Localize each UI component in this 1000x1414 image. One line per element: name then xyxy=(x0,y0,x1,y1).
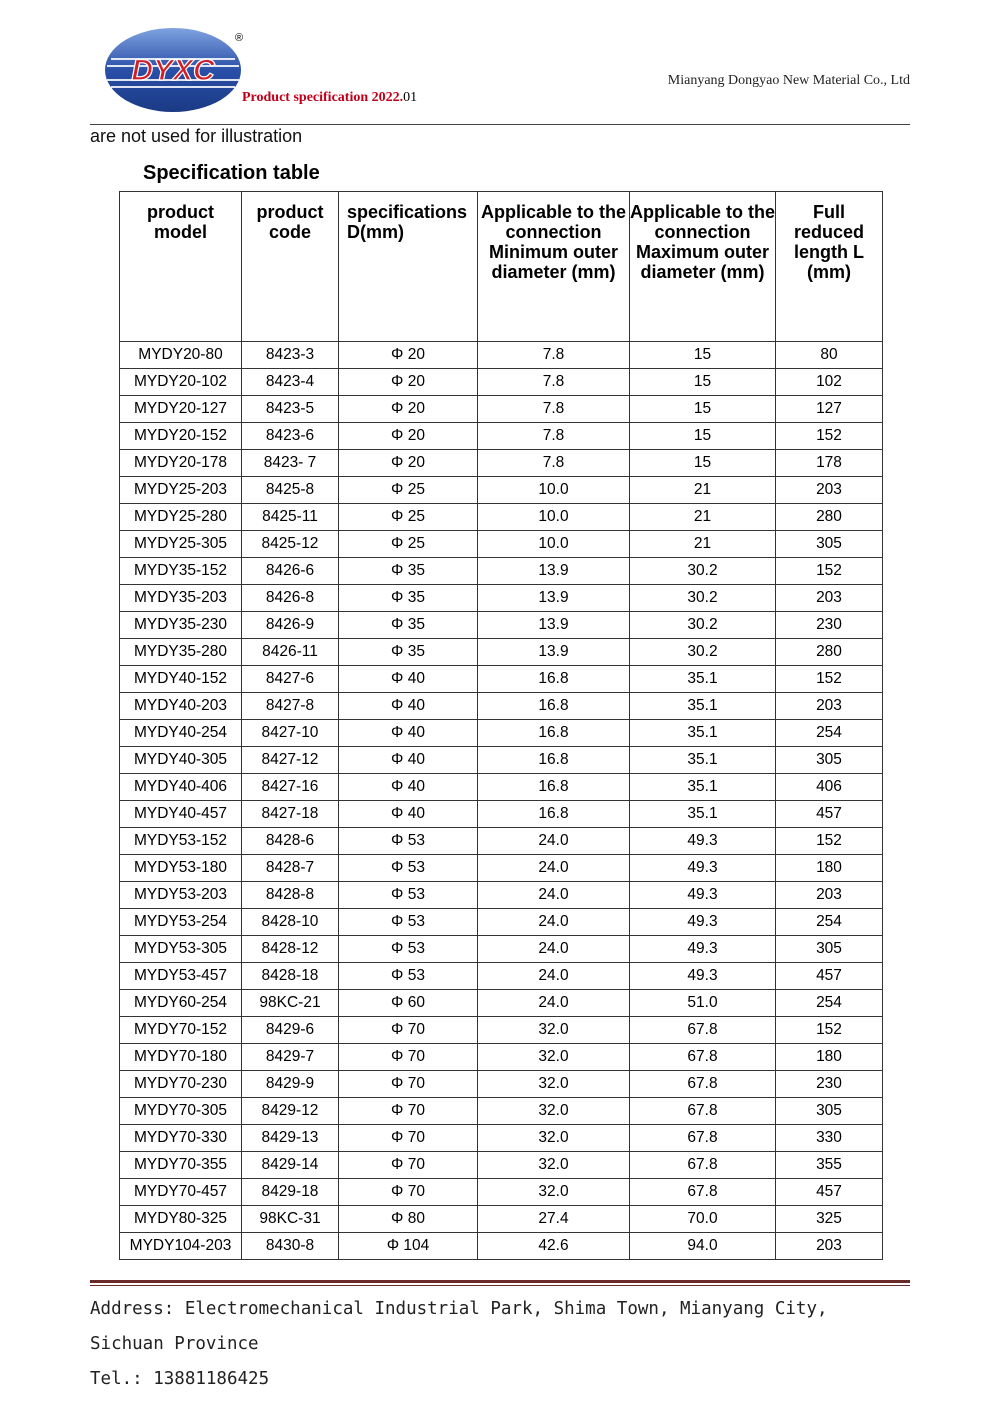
cell-min-diameter: 32.0 xyxy=(478,1098,630,1125)
table-row xyxy=(120,1017,883,1044)
spec-version xyxy=(242,90,417,106)
cell-min-diameter: 24.0 xyxy=(478,963,630,990)
cell-spec: Φ 53 xyxy=(339,963,478,990)
cell-length: 152 xyxy=(776,1017,883,1044)
cell-length: 80 xyxy=(776,342,883,369)
cell-length: 406 xyxy=(776,774,883,801)
cell-model: MYDY53-152 xyxy=(120,828,242,855)
cell-model: MYDY53-254 xyxy=(120,909,242,936)
table-row xyxy=(120,855,883,882)
cell-min-diameter: 13.9 xyxy=(478,585,630,612)
cell-model: MYDY20-127 xyxy=(120,396,242,423)
cell-spec: Φ 25 xyxy=(339,504,478,531)
cell-code: 8429-7 xyxy=(242,1044,339,1071)
cell-max-diameter: 30.2 xyxy=(630,585,776,612)
table-row xyxy=(120,639,883,666)
cell-min-diameter: 7.8 xyxy=(478,342,630,369)
cell-length: 203 xyxy=(776,477,883,504)
table-row xyxy=(120,963,883,990)
cell-max-diameter: 30.2 xyxy=(630,612,776,639)
spec-month: 01 xyxy=(403,90,418,105)
cell-min-diameter: 32.0 xyxy=(478,1179,630,1206)
cell-max-diameter: 35.1 xyxy=(630,774,776,801)
cell-spec: Φ 104 xyxy=(339,1233,478,1260)
cell-code: 8426-9 xyxy=(242,612,339,639)
cell-code: 8427-8 xyxy=(242,693,339,720)
cell-max-diameter: 21 xyxy=(630,531,776,558)
table-row xyxy=(120,666,883,693)
cell-length: 254 xyxy=(776,909,883,936)
cell-min-diameter: 24.0 xyxy=(478,936,630,963)
cell-code: 8429-13 xyxy=(242,1125,339,1152)
cell-model: MYDY40-152 xyxy=(120,666,242,693)
cell-code: 8428-10 xyxy=(242,909,339,936)
cell-code: 8428-12 xyxy=(242,936,339,963)
cell-max-diameter: 67.8 xyxy=(630,1044,776,1071)
cell-model: MYDY40-203 xyxy=(120,693,242,720)
cell-max-diameter: 15 xyxy=(630,450,776,477)
footer-address: Address: Electromechanical Industrial Park, Shima Town, Mianyang City, Sichuan Province xyxy=(90,1299,828,1354)
cell-max-diameter: 35.1 xyxy=(630,693,776,720)
header-max-diameter: Applicable to the connection Maximum outer diameter (mm) xyxy=(630,192,776,342)
cell-spec: Φ 40 xyxy=(339,720,478,747)
cell-model: MYDY20-178 xyxy=(120,450,242,477)
cell-code: 8425-8 xyxy=(242,477,339,504)
table-row xyxy=(120,882,883,909)
cell-model: MYDY70-152 xyxy=(120,1017,242,1044)
header-min-diameter: Applicable to the connection Minimum outer diameter (mm) xyxy=(478,192,630,342)
header-product-model: product model xyxy=(120,192,242,342)
cell-spec: Φ 60 xyxy=(339,990,478,1017)
cell-min-diameter: 7.8 xyxy=(478,396,630,423)
cell-max-diameter: 49.3 xyxy=(630,828,776,855)
table-row xyxy=(120,585,883,612)
cell-code: 8427-18 xyxy=(242,801,339,828)
table-row xyxy=(120,504,883,531)
cell-code: 8426-6 xyxy=(242,558,339,585)
table-row xyxy=(120,1044,883,1071)
cell-length: 203 xyxy=(776,882,883,909)
cell-code: 8428-18 xyxy=(242,963,339,990)
cell-spec: Φ 35 xyxy=(339,585,478,612)
cell-length: 180 xyxy=(776,855,883,882)
cell-code: 8428-8 xyxy=(242,882,339,909)
cell-code: 8430-8 xyxy=(242,1233,339,1260)
footer-divider-thin xyxy=(90,1285,910,1286)
cell-max-diameter: 67.8 xyxy=(630,1125,776,1152)
table-row xyxy=(120,531,883,558)
cell-min-diameter: 16.8 xyxy=(478,720,630,747)
table-row xyxy=(120,936,883,963)
cell-code: 8429-14 xyxy=(242,1152,339,1179)
cell-length: 325 xyxy=(776,1206,883,1233)
cell-max-diameter: 70.0 xyxy=(630,1206,776,1233)
cell-length: 203 xyxy=(776,585,883,612)
cell-model: MYDY53-203 xyxy=(120,882,242,909)
cell-max-diameter: 51.0 xyxy=(630,990,776,1017)
company-name: Mianyang Dongyao New Material Co., Ltd xyxy=(667,73,910,88)
cell-model: MYDY20-152 xyxy=(120,423,242,450)
table-row xyxy=(120,1179,883,1206)
cell-code: 8423-5 xyxy=(242,396,339,423)
cell-length: 305 xyxy=(776,747,883,774)
cell-code: 8428-7 xyxy=(242,855,339,882)
cell-min-diameter: 10.0 xyxy=(478,504,630,531)
cell-max-diameter: 15 xyxy=(630,342,776,369)
cell-model: MYDY35-280 xyxy=(120,639,242,666)
cell-min-diameter: 32.0 xyxy=(478,1017,630,1044)
cell-max-diameter: 49.3 xyxy=(630,855,776,882)
cell-model: MYDY70-230 xyxy=(120,1071,242,1098)
table-row xyxy=(120,423,883,450)
cell-spec: Φ 20 xyxy=(339,450,478,477)
cell-length: 305 xyxy=(776,1098,883,1125)
cell-model: MYDY70-330 xyxy=(120,1125,242,1152)
cell-max-diameter: 30.2 xyxy=(630,639,776,666)
cell-model: MYDY40-305 xyxy=(120,747,242,774)
cell-max-diameter: 67.8 xyxy=(630,1017,776,1044)
cell-length: 203 xyxy=(776,1233,883,1260)
cell-spec: Φ 80 xyxy=(339,1206,478,1233)
cell-min-diameter: 7.8 xyxy=(478,450,630,477)
cell-spec: Φ 53 xyxy=(339,936,478,963)
cell-code: 8423-4 xyxy=(242,369,339,396)
cell-min-diameter: 32.0 xyxy=(478,1125,630,1152)
cell-spec: Φ 70 xyxy=(339,1098,478,1125)
table-row xyxy=(120,1233,883,1260)
cell-length: 152 xyxy=(776,423,883,450)
cell-code: 8425-12 xyxy=(242,531,339,558)
cell-code: 98KC-21 xyxy=(242,990,339,1017)
cell-model: MYDY40-457 xyxy=(120,801,242,828)
cell-model: MYDY20-80 xyxy=(120,342,242,369)
registered-mark: ® xyxy=(235,32,244,44)
cell-spec: Φ 35 xyxy=(339,558,478,585)
cell-spec: Φ 25 xyxy=(339,531,478,558)
cell-code: 8427-16 xyxy=(242,774,339,801)
table-row xyxy=(120,1125,883,1152)
cell-spec: Φ 70 xyxy=(339,1071,478,1098)
cell-max-diameter: 21 xyxy=(630,504,776,531)
cell-length: 305 xyxy=(776,936,883,963)
cell-min-diameter: 24.0 xyxy=(478,855,630,882)
cell-max-diameter: 67.8 xyxy=(630,1071,776,1098)
footer-divider xyxy=(90,1280,910,1283)
cell-min-diameter: 27.4 xyxy=(478,1206,630,1233)
cell-max-diameter: 21 xyxy=(630,477,776,504)
cell-length: 152 xyxy=(776,666,883,693)
cell-model: MYDY35-203 xyxy=(120,585,242,612)
cell-max-diameter: 49.3 xyxy=(630,909,776,936)
cell-length: 305 xyxy=(776,531,883,558)
cell-max-diameter: 67.8 xyxy=(630,1098,776,1125)
cell-model: MYDY40-406 xyxy=(120,774,242,801)
table-row xyxy=(120,1071,883,1098)
cell-max-diameter: 30.2 xyxy=(630,558,776,585)
table-row xyxy=(120,801,883,828)
cell-length: 254 xyxy=(776,720,883,747)
cell-length: 280 xyxy=(776,639,883,666)
logo-text: DYXC xyxy=(131,54,215,87)
cell-model: MYDY25-305 xyxy=(120,531,242,558)
cell-min-diameter: 32.0 xyxy=(478,1044,630,1071)
cell-min-diameter: 24.0 xyxy=(478,909,630,936)
cell-min-diameter: 16.8 xyxy=(478,801,630,828)
cell-length: 178 xyxy=(776,450,883,477)
table-row xyxy=(120,1152,883,1179)
cell-code: 8428-6 xyxy=(242,828,339,855)
table-row xyxy=(120,396,883,423)
cell-spec: Φ 35 xyxy=(339,639,478,666)
cell-length: 152 xyxy=(776,558,883,585)
cell-spec: Φ 40 xyxy=(339,774,478,801)
cell-model: MYDY70-180 xyxy=(120,1044,242,1071)
table-row xyxy=(120,909,883,936)
cell-max-diameter: 35.1 xyxy=(630,666,776,693)
cell-min-diameter: 7.8 xyxy=(478,369,630,396)
cell-min-diameter: 24.0 xyxy=(478,882,630,909)
cell-length: 280 xyxy=(776,504,883,531)
cell-spec: Φ 35 xyxy=(339,612,478,639)
table-row xyxy=(120,450,883,477)
cell-spec: Φ 40 xyxy=(339,801,478,828)
cell-spec: Φ 40 xyxy=(339,693,478,720)
cell-model: MYDY70-457 xyxy=(120,1179,242,1206)
cell-model: MYDY35-152 xyxy=(120,558,242,585)
cell-spec: Φ 70 xyxy=(339,1152,478,1179)
table-row xyxy=(120,720,883,747)
cell-spec: Φ 20 xyxy=(339,369,478,396)
cell-spec: Φ 53 xyxy=(339,828,478,855)
company-logo xyxy=(103,25,248,115)
cell-model: MYDY70-355 xyxy=(120,1152,242,1179)
table-row xyxy=(120,1098,883,1125)
table-row xyxy=(120,774,883,801)
cell-spec: Φ 53 xyxy=(339,882,478,909)
cell-code: 8429-6 xyxy=(242,1017,339,1044)
cell-max-diameter: 35.1 xyxy=(630,747,776,774)
cell-length: 457 xyxy=(776,1179,883,1206)
cell-spec: Φ 53 xyxy=(339,855,478,882)
header-product-code: product code xyxy=(242,192,339,342)
table-row xyxy=(120,369,883,396)
table-row xyxy=(120,1206,883,1233)
table-row xyxy=(120,693,883,720)
cell-max-diameter: 49.3 xyxy=(630,963,776,990)
spec-year: 2022. xyxy=(371,90,404,105)
cell-min-diameter: 10.0 xyxy=(478,531,630,558)
table-title: Specification table xyxy=(143,162,320,184)
cell-model: MYDY104-203 xyxy=(120,1233,242,1260)
cell-length: 102 xyxy=(776,369,883,396)
cell-model: MYDY25-203 xyxy=(120,477,242,504)
cell-length: 152 xyxy=(776,828,883,855)
table-row xyxy=(120,828,883,855)
cell-max-diameter: 67.8 xyxy=(630,1152,776,1179)
cell-min-diameter: 10.0 xyxy=(478,477,630,504)
cell-min-diameter: 16.8 xyxy=(478,747,630,774)
header-divider xyxy=(90,124,910,125)
cell-code: 8423- 7 xyxy=(242,450,339,477)
table-row xyxy=(120,990,883,1017)
cell-length: 203 xyxy=(776,693,883,720)
cell-min-diameter: 24.0 xyxy=(478,828,630,855)
footer-tel: Tel.: 13881186425 xyxy=(90,1369,270,1389)
header-length: Full reduced length L (mm) xyxy=(776,192,883,342)
table-body xyxy=(120,342,883,1260)
cell-code: 8425-11 xyxy=(242,504,339,531)
cell-spec: Φ 70 xyxy=(339,1125,478,1152)
cell-min-diameter: 24.0 xyxy=(478,990,630,1017)
cell-model: MYDY70-305 xyxy=(120,1098,242,1125)
cell-min-diameter: 32.0 xyxy=(478,1152,630,1179)
cell-min-diameter: 16.8 xyxy=(478,666,630,693)
cell-spec: Φ 20 xyxy=(339,342,478,369)
cell-max-diameter: 94.0 xyxy=(630,1233,776,1260)
cell-min-diameter: 13.9 xyxy=(478,558,630,585)
cell-max-diameter: 49.3 xyxy=(630,882,776,909)
cell-code: 8427-6 xyxy=(242,666,339,693)
cell-min-diameter: 13.9 xyxy=(478,639,630,666)
cell-model: MYDY35-230 xyxy=(120,612,242,639)
table-row xyxy=(120,342,883,369)
cell-model: MYDY25-280 xyxy=(120,504,242,531)
cell-length: 457 xyxy=(776,801,883,828)
cell-spec: Φ 20 xyxy=(339,396,478,423)
cell-model: MYDY53-457 xyxy=(120,963,242,990)
table-row xyxy=(120,477,883,504)
cell-min-diameter: 42.6 xyxy=(478,1233,630,1260)
cell-min-diameter: 7.8 xyxy=(478,423,630,450)
cell-code: 8429-18 xyxy=(242,1179,339,1206)
cell-spec: Φ 70 xyxy=(339,1179,478,1206)
cell-min-diameter: 13.9 xyxy=(478,612,630,639)
cell-length: 180 xyxy=(776,1044,883,1071)
cell-max-diameter: 67.8 xyxy=(630,1179,776,1206)
cell-min-diameter: 16.8 xyxy=(478,774,630,801)
cell-spec: Φ 70 xyxy=(339,1017,478,1044)
table-row xyxy=(120,747,883,774)
cell-spec: Φ 53 xyxy=(339,909,478,936)
cell-length: 230 xyxy=(776,1071,883,1098)
cell-code: 98KC-31 xyxy=(242,1206,339,1233)
cell-model: MYDY53-305 xyxy=(120,936,242,963)
specification-table xyxy=(119,191,883,1260)
cell-spec: Φ 70 xyxy=(339,1044,478,1071)
cell-code: 8429-12 xyxy=(242,1098,339,1125)
cell-length: 457 xyxy=(776,963,883,990)
cell-length: 127 xyxy=(776,396,883,423)
spec-label: Product specification xyxy=(242,90,372,105)
intro-text: are not used for illustration xyxy=(90,126,303,146)
cell-spec: Φ 25 xyxy=(339,477,478,504)
cell-code: 8426-8 xyxy=(242,585,339,612)
header-specifications: specifications D(mm) xyxy=(339,192,478,342)
cell-max-diameter: 15 xyxy=(630,423,776,450)
cell-min-diameter: 16.8 xyxy=(478,693,630,720)
cell-code: 8427-10 xyxy=(242,720,339,747)
cell-code: 8427-12 xyxy=(242,747,339,774)
cell-min-diameter: 32.0 xyxy=(478,1071,630,1098)
cell-length: 355 xyxy=(776,1152,883,1179)
cell-max-diameter: 35.1 xyxy=(630,801,776,828)
cell-max-diameter: 49.3 xyxy=(630,936,776,963)
cell-model: MYDY20-102 xyxy=(120,369,242,396)
cell-spec: Φ 20 xyxy=(339,423,478,450)
cell-code: 8423-6 xyxy=(242,423,339,450)
cell-max-diameter: 35.1 xyxy=(630,720,776,747)
table-row xyxy=(120,558,883,585)
cell-code: 8429-9 xyxy=(242,1071,339,1098)
cell-model: MYDY60-254 xyxy=(120,990,242,1017)
cell-length: 230 xyxy=(776,612,883,639)
cell-max-diameter: 15 xyxy=(630,369,776,396)
cell-model: MYDY40-254 xyxy=(120,720,242,747)
cell-model: MYDY80-325 xyxy=(120,1206,242,1233)
cell-code: 8426-11 xyxy=(242,639,339,666)
cell-max-diameter: 15 xyxy=(630,396,776,423)
cell-spec: Φ 40 xyxy=(339,666,478,693)
cell-spec: Φ 40 xyxy=(339,747,478,774)
cell-model: MYDY53-180 xyxy=(120,855,242,882)
cell-code: 8423-3 xyxy=(242,342,339,369)
cell-length: 330 xyxy=(776,1125,883,1152)
cell-length: 254 xyxy=(776,990,883,1017)
table-header-row xyxy=(120,192,883,342)
table-row xyxy=(120,612,883,639)
